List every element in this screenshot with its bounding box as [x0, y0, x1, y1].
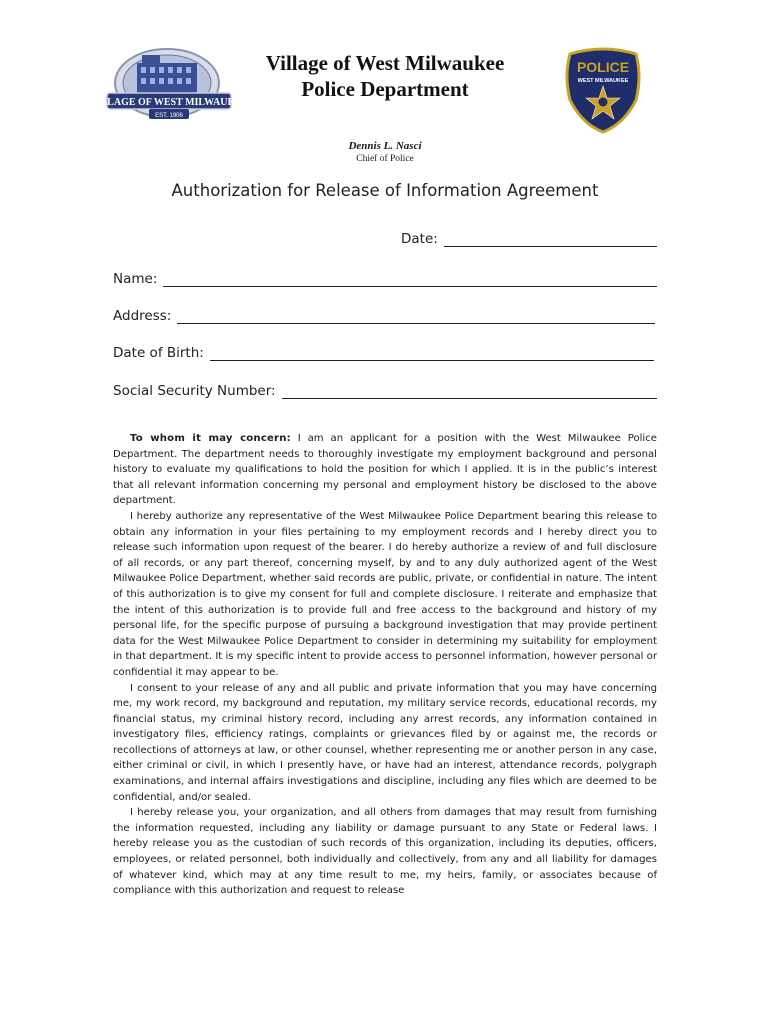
name-field-row: [113, 271, 657, 287]
name-label: Name:: [113, 271, 158, 287]
dob-label: Date of Birth:: [113, 345, 204, 361]
chief-name: Dennis L. Nasci: [348, 140, 422, 152]
date-field-row: [401, 231, 657, 247]
ssn-field-row: [113, 383, 657, 399]
date-label: Date:: [401, 231, 438, 247]
authorization-body: [113, 431, 657, 899]
paragraph-1-text: I am an applicant for a position with the West Milwaukee Police Department. The department needs to thoroughly investigate my employment background and personal history to evaluate my qualifications to hold the position for which I applied. It is in the public’s interest that all relevant information concerning my personal and employment history be disclosed to the above department.: [113, 433, 658, 507]
svg-text:VILLAGE OF WEST MILWAUKEE: VILLAGE OF WEST MILWAUKEE: [89, 97, 249, 108]
police-badge: [562, 46, 644, 134]
paragraph-1: [113, 431, 657, 509]
svg-text:POLICE: POLICE: [576, 59, 630, 75]
dept-line-2: Police Department: [301, 77, 469, 101]
dept-line-1: Village of West Milwaukee: [265, 51, 505, 75]
dob-field[interactable]: [210, 346, 654, 361]
paragraph-4: I hereby release you, your organization, and all others from damages that may result from furnishing the information requested, including any liability or damage pursuant to any State or Federal laws. I hereby release you as the custodian of such records of this organization, including its deputies, officers, employees, or related personnel, both individually and collectively, from any and all liability for damages of whatever kind, which may at any time result to me, my heirs, family, or associates because of compliance with this authorization and request to release: [113, 807, 657, 897]
ssn-label: Social Security Number:: [113, 383, 276, 399]
chief-title: Chief of Police: [356, 154, 414, 164]
svg-text:EST. 1906: EST. 1906: [155, 113, 183, 119]
ssn-field[interactable]: [282, 384, 657, 399]
address-field-row: [113, 308, 655, 324]
department-title: [230, 50, 540, 102]
village-logo: [89, 45, 249, 125]
salutation: To whom it may concern:: [130, 433, 291, 444]
address-label: Address:: [113, 308, 172, 324]
paragraph-2: I hereby authorize any representative of the West Milwaukee Police Department bearing this release to obtain any information in your files pertaining to my employment records and I hereby direct you to release such information upon request of the bearer. I do hereby authorize a review of and full disclosure of all records, or any part thereof, concerning myself, by and to any duly authorized agent of the West Milwaukee Police Department, whether said records are public, private, or confidential in nature. The intent of this authorization is to give my consent for full and complete disclosure. I reiterate and emphasize that the intent of this authorization is to provide full and free access to the background and history of my personal life, for the specific purpose of pursuing a background investigation that may provide pertinent data for the West Milwaukee Police Department to consider in determining my suitability for employment in that department. It is my specific intent to provide access to personnel information, however personal or confidential it may appear to be.: [113, 510, 657, 678]
document-title: Authorization for Release of Information Agreement: [171, 181, 599, 200]
dob-field-row: [113, 345, 654, 361]
name-field[interactable]: [163, 272, 657, 287]
paragraph-3: I consent to your release of any and all public and private information that you may have concerning me, my work record, my background and reputation, my military service records, educational records, my financial status, my criminal history record, including any arrest records, any information contained in investigatory files, efficiency ratings, complaints or grievances filed by or against me, the records or recollections of attorneys at law, or other counsel, whether representing me or another person in any case, either criminal or civil, in which I presently have, or have had an interest, attendance records, polygraph examinations, and internal affairs investigations and discipline, including any files which are deemed to be confidential, and/or sealed.: [113, 682, 657, 803]
address-field[interactable]: [177, 309, 655, 324]
date-field[interactable]: [444, 232, 657, 247]
svg-text:WEST MILWAUKEE: WEST MILWAUKEE: [577, 78, 629, 84]
